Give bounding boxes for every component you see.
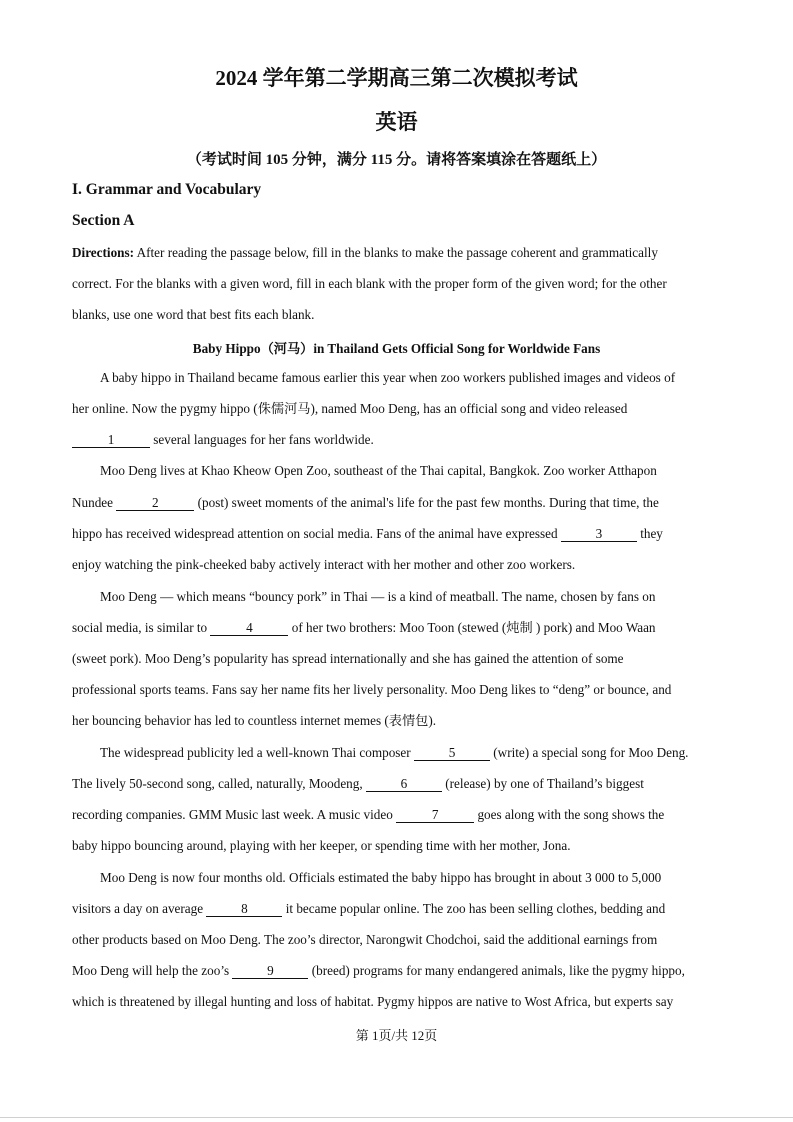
answer-blank[interactable]: 4 — [210, 621, 288, 636]
passage-line: The widespread publicity led a well-known Thai composer 5 (write) a special song for Moo Deng. — [100, 745, 689, 760]
passage-line: Moo Deng will help the zoo’s 9 (breed) programs for many endangered animals, like the pygmy hippo, — [72, 963, 685, 978]
passage-line: her bouncing behavior has led to countless internet memes (表情包). — [72, 713, 437, 728]
answer-blank[interactable]: 3 — [561, 527, 637, 542]
answer-blank[interactable]: 7 — [396, 808, 474, 823]
passage-line: her online. Now the pygmy hippo (侏儒河马), named Moo Deng, has an official song and video released — [72, 401, 628, 416]
passage-line: other products based on Moo Deng. The zoo’s director, Narongwit Chodchoi, said the additional earnings from — [72, 932, 658, 947]
part-heading: I. Grammar and Vocabulary — [72, 181, 262, 198]
answer-blank[interactable]: 5 — [414, 746, 490, 761]
exam-title: 2024 学年第二学期高三第二次模拟考试 — [215, 66, 578, 90]
bottom-divider — [0, 1117, 793, 1118]
passage-line: enjoy watching the pink-cheeked baby actively interact with her mother and other zoo workers. — [72, 557, 576, 572]
directions-line — [72, 245, 722, 261]
exam-note: （考试时间 105 分钟，满分 115 分。请将答案填涂在答题纸上） — [186, 152, 607, 168]
answer-blank[interactable]: 9 — [232, 964, 308, 979]
answer-blank[interactable]: 6 — [366, 777, 442, 792]
passage-line: social media, is similar to 4 of her two brothers: Moo Toon (stewed (炖制 ) pork) and Moo Waan — [72, 620, 656, 635]
passage-line: professional sports teams. Fans say her name fits her lively personality. Moo Deng likes to “deng” or bounce, and — [72, 682, 672, 697]
subject-title: 英语 — [375, 110, 418, 134]
page-footer: 第 1页/共 12页 — [355, 1028, 438, 1043]
directions-label: Directions: — [72, 245, 135, 260]
passage-line: The lively 50-second song, called, naturally, Moodeng, 6 (release) by one of Thailand’s biggest — [72, 776, 644, 791]
passage-line: Moo Deng is now four months old. Officials estimated the baby hippo has brought in about 3 000 to 5,000 — [100, 870, 662, 885]
passage-line: recording companies. GMM Music last week. A music video 7 goes along with the song shows the — [72, 807, 665, 822]
passage-line: Moo Deng — which means “bouncy pork” in Thai — is a kind of meatball. The name, chosen by fans on — [100, 589, 656, 604]
passage-line: A baby hippo in Thailand became famous earlier this year when zoo workers published images and videos of — [100, 370, 676, 385]
directions-line: blanks, use one word that best fits each blank. — [72, 307, 315, 322]
answer-blank[interactable]: 1 — [72, 433, 150, 448]
passage-line: (sweet pork). Moo Deng’s popularity has spread internationally and she has gained the attention of some — [72, 651, 624, 666]
directions-line: correct. For the blanks with a given word, fill in each blank with the proper form of the given word; for the other — [72, 276, 667, 291]
passage-line: Nundee 2 (post) sweet moments of the animal's life for the past few months. During that time, the — [72, 495, 659, 510]
passage-line: visitors a day on average 8 it became popular online. The zoo has been selling clothes, bedding and — [72, 901, 666, 916]
answer-blank[interactable]: 2 — [116, 496, 194, 511]
passage-title: Baby Hippo（河马）in Thailand Gets Official Song for Worldwide Fans — [192, 341, 601, 356]
passage-line: Moo Deng lives at Khao Kheow Open Zoo, southeast of the Thai capital, Bangkok. Zoo worker Atthapon — [100, 463, 657, 478]
directions-text: After reading the passage below, fill in the blanks to make the passage coherent and grammatically — [134, 245, 658, 260]
passage-line: hippo has received widespread attention on social media. Fans of the animal have expressed 3 they — [72, 526, 663, 541]
passage-line: baby hippo bouncing around, playing with her keeper, or spending time with her mother, Jona. — [72, 838, 571, 853]
passage-line: which is threatened by illegal hunting and loss of habitat. Pygmy hippos are native to Wost Africa, but experts say — [72, 994, 674, 1009]
section-heading: Section A — [72, 212, 135, 229]
passage-line: 1 several languages for her fans worldwide. — [72, 432, 722, 448]
answer-blank[interactable]: 8 — [206, 902, 282, 917]
